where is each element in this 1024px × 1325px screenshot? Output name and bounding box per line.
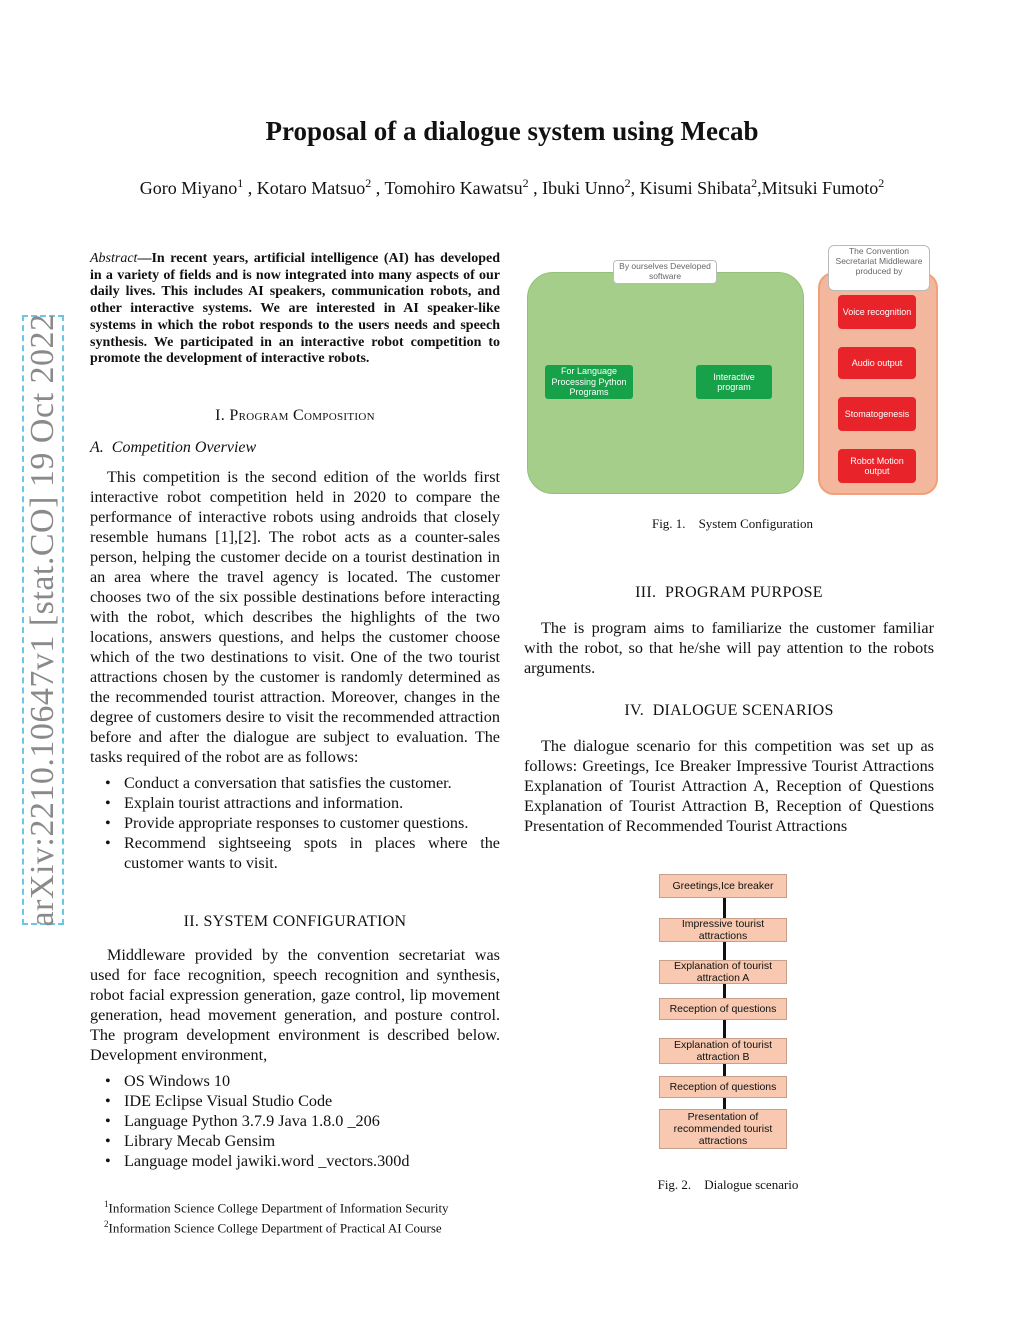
paragraph: The is program aims to familiarize the customer familiar with the robot, so that he/she will pay attention to the robots arguments. [524, 619, 934, 677]
paper-title: Proposal of a dialogue system using Mecab [265, 116, 759, 146]
footnote: $^2$Information Science College Department of Practical AI Course [104, 1219, 442, 1236]
list-item: • Recommend sightseeing spots in places where the customer wants to visit. [90, 833, 500, 873]
list-item: • Conduct a conversation that satisfies the customer. [90, 773, 500, 793]
paragraph: The dialogue scenario for this competition was set up as follows: Greetings, Ice Breaker Impressive Tourist Attractions Explanation of Tourist Attraction A, Reception of Questions Explanation of Tourist Attraction B, Reception of Questions Presentation of Recommended Tourist Attractions [524, 737, 934, 835]
footnote: $^1$Information Science College Department of Information Security [104, 1199, 449, 1216]
section1-body [90, 467, 500, 873]
author: Mitsuki Fumoto$^2$ [761, 176, 885, 198]
stomatogenesis-box: Stomatogenesis [838, 397, 916, 431]
author: Kisumi Shibata$^2$, [639, 176, 762, 198]
list-item: • IDE Eclipse Visual Studio Code [90, 1091, 500, 1111]
section-heading: III. PROGRAM PURPOSE [635, 584, 823, 601]
author: Tomohiro Kawatsu$^2$ , [384, 176, 543, 198]
task-list [90, 773, 500, 873]
environment-list [90, 1071, 500, 1171]
section-heading: II. SYSTEM CONFIGURATION [183, 913, 407, 930]
abstract-dash: — [137, 251, 152, 266]
figure1-caption: Fig. 1. System Configuration [651, 516, 814, 531]
footnotes [104, 1196, 449, 1237]
robot-motion-output-box: Robot Motion output [838, 449, 916, 483]
section-heading: IV. DIALOGUE SCENARIOS [624, 702, 834, 719]
author-list [0, 176, 1024, 199]
abstract-text: In recent years, artificial intelligence (AI) has developed in a variety of fields and is now integrated into many aspects of our daily lives. This includes AI speakers, communication robots, and other interactive systems. We are interested in AI speaker-like systems in which the robot responds to the users needs and speech synthesis. We participated in an interactive robot competition to promote the development of interactive robots. [90, 251, 500, 367]
author: Kotaro Matsuo$^2$ , [256, 176, 385, 198]
list-item: • Language Python 3.7.9 Java 1.8.0 _206 [90, 1111, 500, 1131]
flow-step: Presentation of recommended tourist attractions [659, 1109, 787, 1149]
flow-step: Explanation of tourist attraction A [659, 960, 787, 984]
flow-step: Impressive tourist attractions [659, 918, 787, 942]
list-item: • OS Windows 10 [90, 1071, 500, 1091]
by-ourselves-label: By ourselves Developed software [613, 260, 717, 284]
paragraph: Middleware provided by the convention secretariat was used for face recognition, speech recognition and synthesis, robot facial expression generation, gaze control, lip movement generation, head movement generation, and posture control. The program development environment is described below. Development environment, [90, 946, 500, 1064]
audio-output-box: Audio output [838, 347, 916, 379]
section3-body [524, 618, 934, 678]
convention-middleware-label: The Convention Secretariat Middleware produced by [828, 245, 930, 291]
figure2-caption: Fig. 2. Dialogue scenario [657, 1177, 799, 1192]
voice-recognition-box: Voice recognition [838, 295, 916, 329]
flow-step: Explanation of tourist attraction B [659, 1038, 787, 1064]
watermark-text: arXiv:2210.10647v1 [stat.CO] 19 Oct 2022 [24, 313, 61, 927]
author: Goro Miyano$^1$ , [139, 176, 257, 198]
flow-step: Reception of questions [659, 998, 787, 1020]
author: Ibuki Unno$^2$, [542, 176, 640, 198]
list-item: • Library Mecab Gensim [90, 1131, 500, 1151]
list-item: • Provide appropriate responses to customer questions. [90, 813, 500, 833]
section4-body [524, 736, 934, 836]
abstract-lead: Abstract [90, 251, 138, 266]
subsection-heading: A. Competition Overview [90, 439, 257, 456]
paragraph: This competition is the second edition of the worlds first interactive robot competition held in 2020 to compare the performance of interactive robots using androids that closely resemble humans [1],[2]. The robot acts as a counter-sales person, helping the customer decide on a tourist destination in an area where the travel agency is located. The customer chooses two of the six possible destinations before interacting with the robot, which describes the highlights of the two locations, answers questions, and helps the customer choose which of the two destinations to visit. One of the two tourist attractions chosen by the customer is randomly determined as the recommended tourist attraction. Moreover, changes in the degree of customers desire to visit the recommended attraction before and after the dialogue are subject to evaluation. The tasks required of the robot are as follows: [90, 468, 500, 766]
section2-body [90, 945, 500, 1171]
interactive-program-box: Interactive program [696, 365, 772, 399]
flow-step: Reception of questions [659, 1076, 787, 1098]
section-heading: I. Program Composition [215, 407, 375, 424]
figure-system-configuration [525, 245, 940, 500]
abstract [90, 251, 500, 368]
language-processing-box: For Language Processing Python Programs [545, 365, 633, 399]
arxiv-watermark [0, 300, 90, 940]
list-item: • Language model jawiki.word _vectors.300d [90, 1151, 500, 1171]
list-item: • Explain tourist attractions and information. [90, 793, 500, 813]
flow-step: Greetings,Ice breaker [659, 874, 787, 898]
figure-dialogue-scenario [655, 870, 795, 1155]
